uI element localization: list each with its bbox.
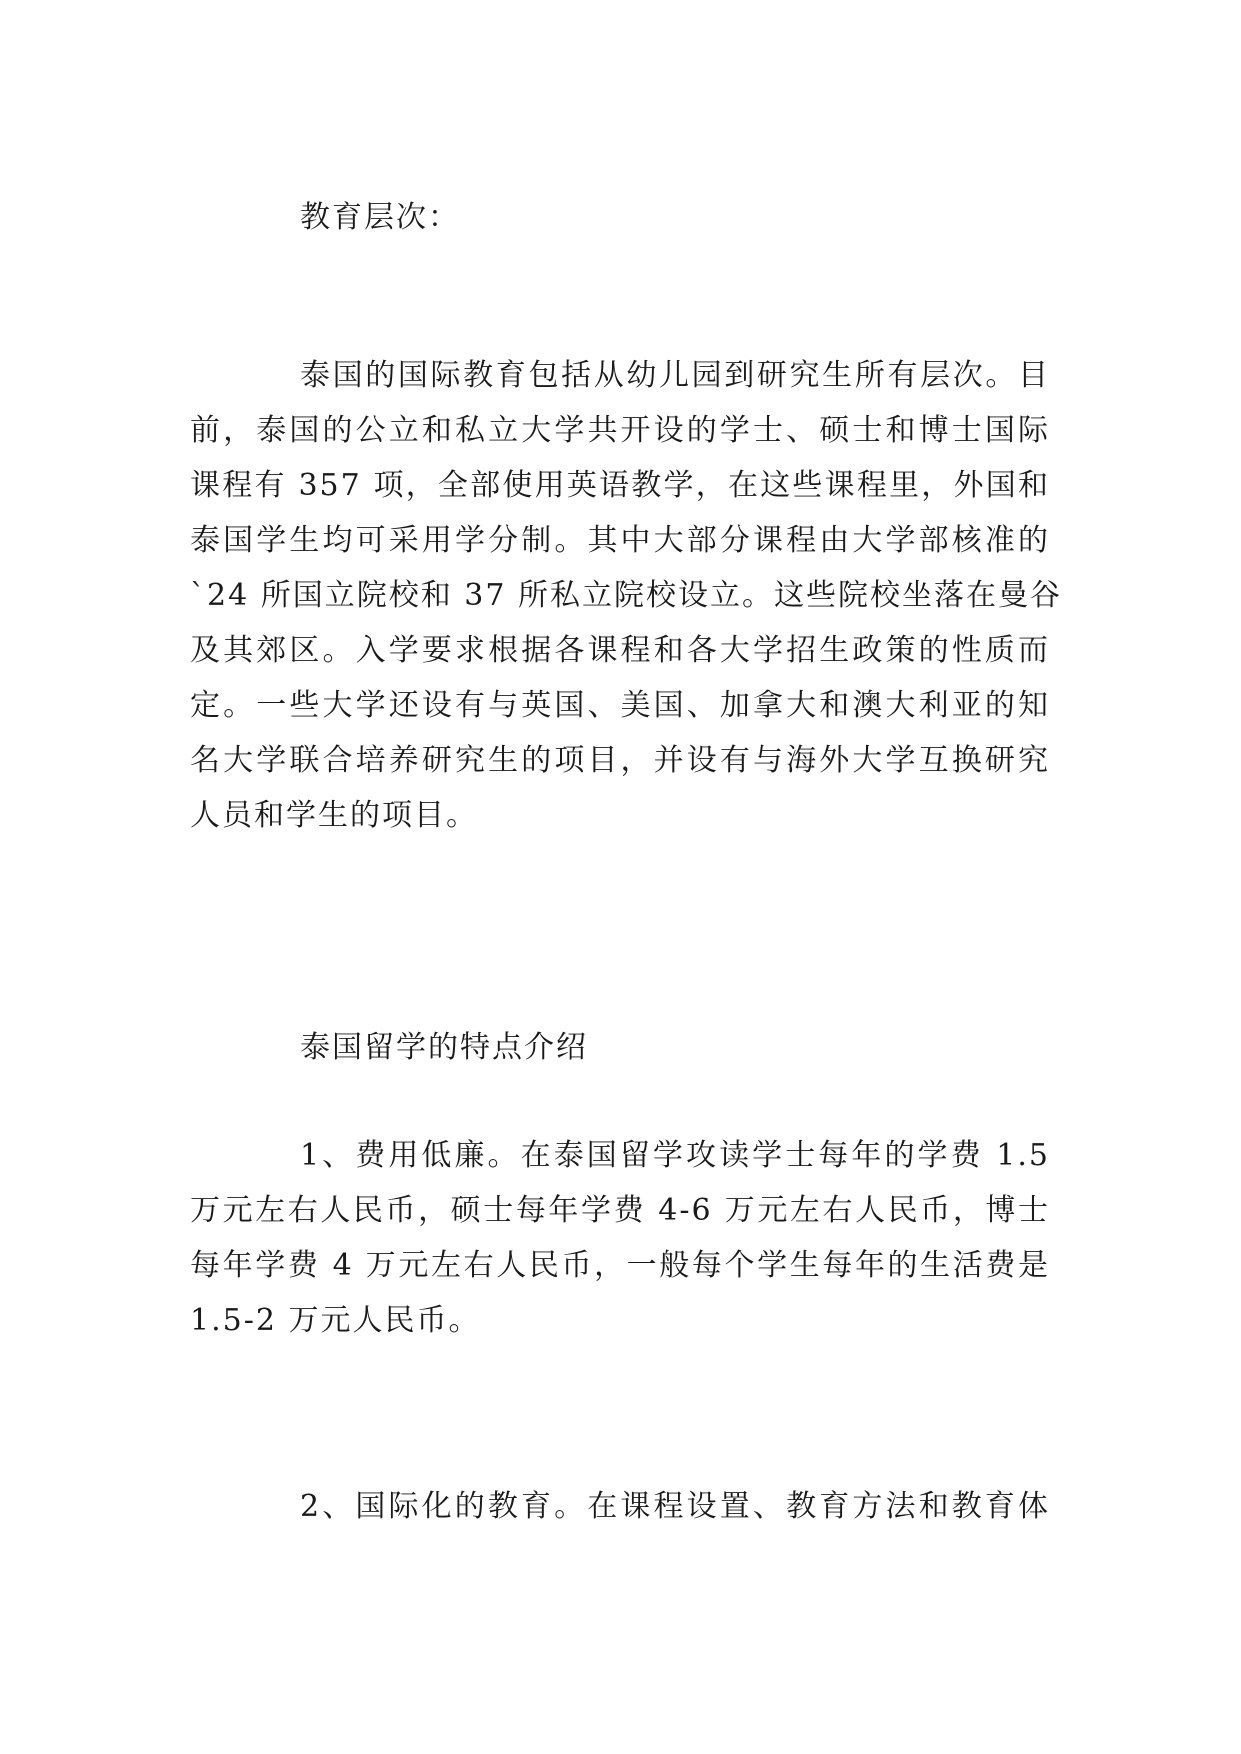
paragraph-line: 人员和学生的项目。 xyxy=(190,798,478,833)
section-heading-study-features: 泰国留学的特点介绍 xyxy=(300,1030,588,1065)
paragraph-line: 定。一些大学还设有与英国、美国、加拿大和澳大利亚的知 xyxy=(190,688,1050,723)
paragraph-line: 1、费用低廉。在泰国留学攻读学士每年的学费 1.5 xyxy=(300,1138,1050,1173)
paragraph-line: 2、国际化的教育。在课程设置、教育方法和教育体 xyxy=(300,1489,1050,1524)
paragraph-line: 名大学联合培养研究生的项目，并设有与海外大学互换研究 xyxy=(190,743,1050,778)
paragraph-line: 每年学费 4 万元左右人民币，一般每个学生每年的生活费是 xyxy=(190,1248,1050,1283)
paragraph-line: 1.5-2 万元人民币。 xyxy=(190,1303,481,1338)
paragraph-line: 泰国学生均可采用学分制。其中大部分课程由大学部核准的 xyxy=(190,523,1050,558)
paragraph-line: `24 所国立院校和 37 所私立院校设立。这些院校坐落在曼谷 xyxy=(190,578,1062,613)
paragraph-line: 及其郊区。入学要求根据各课程和各大学招生政策的性质而 xyxy=(190,633,1050,668)
paragraph-line: 前，泰国的公立和私立大学共开设的学士、硕士和博士国际 xyxy=(190,413,1050,448)
paragraph-line: 课程有 357 项，全部使用英语教学，在这些课程里，外国和 xyxy=(190,468,1050,503)
paragraph-line: 万元左右人民币，硕士每年学费 4-6 万元左右人民币，博士 xyxy=(190,1193,1050,1228)
paragraph-line: 泰国的国际教育包括从幼儿园到研究生所有层次。目 xyxy=(300,358,1050,393)
section-heading-education-levels: 教育层次： xyxy=(300,200,460,235)
